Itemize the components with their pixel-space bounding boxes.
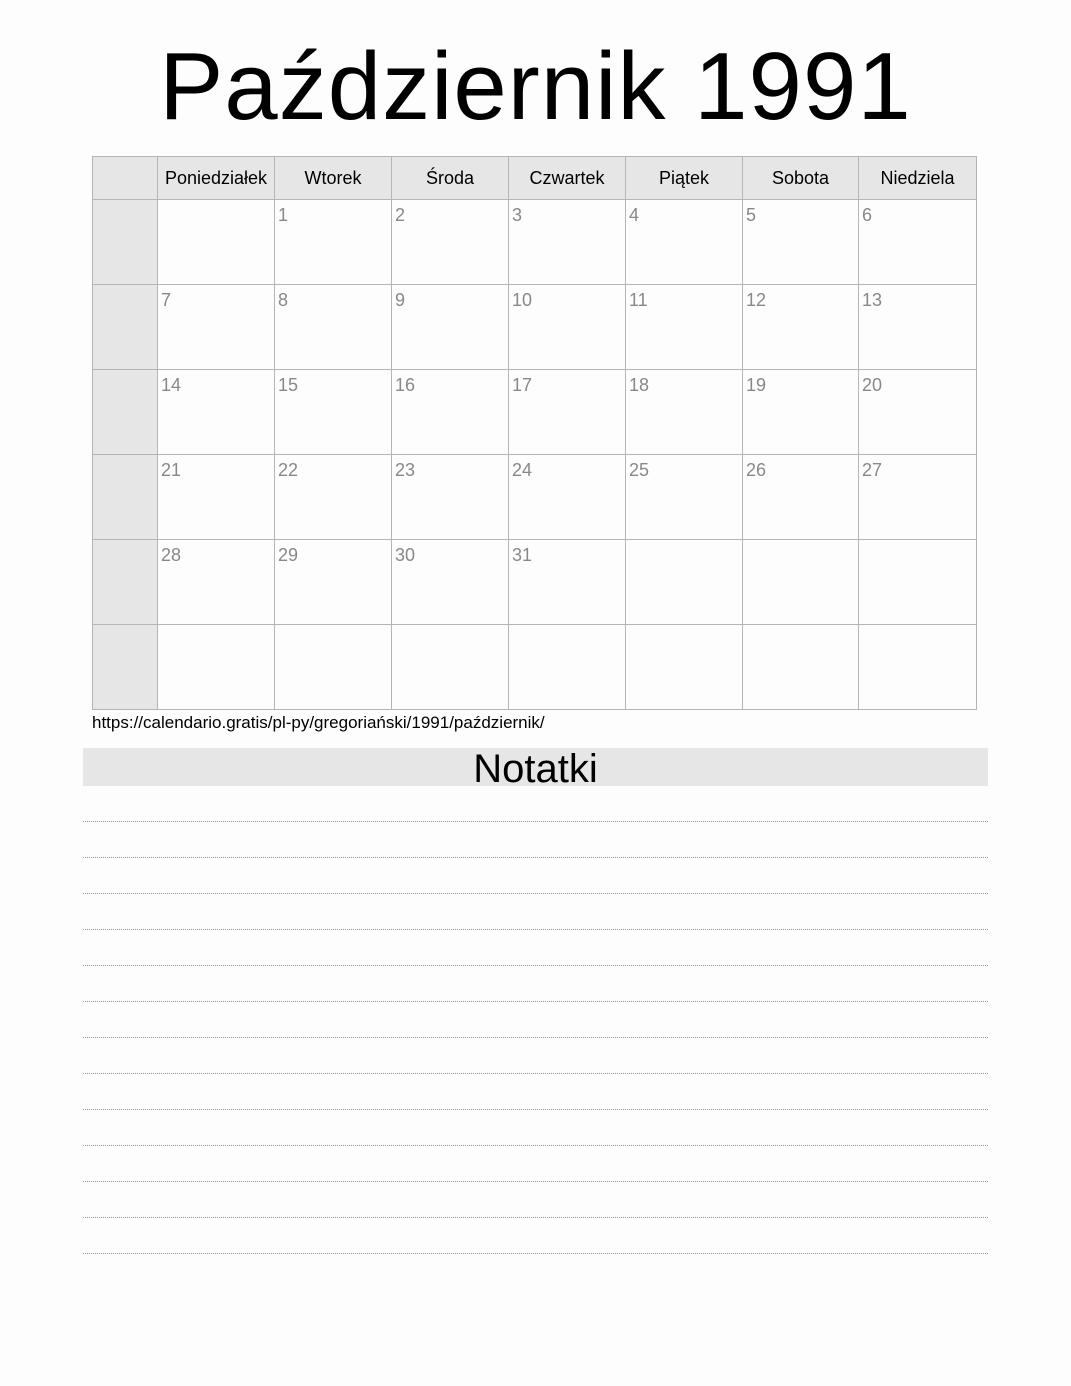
day-cell <box>626 625 743 710</box>
day-cell <box>509 455 626 540</box>
day-number: 18 <box>629 375 650 395</box>
day-cell <box>859 625 977 710</box>
day-number: 20 <box>862 375 883 395</box>
weekday-header: Sobota <box>743 157 859 200</box>
week-row <box>93 200 977 285</box>
day-number: 9 <box>395 290 406 310</box>
note-line <box>83 1110 988 1146</box>
day-number: 5 <box>746 205 757 225</box>
note-line <box>83 786 988 822</box>
day-cell <box>392 370 509 455</box>
week-side-cell <box>93 285 158 370</box>
note-line <box>83 966 988 1002</box>
weekday-header: Wtorek <box>275 157 392 200</box>
day-number: 4 <box>629 205 640 225</box>
week-row <box>93 540 977 625</box>
day-cell <box>392 285 509 370</box>
day-cell <box>626 540 743 625</box>
day-number: 14 <box>161 375 182 395</box>
day-number <box>626 540 742 545</box>
notes-heading: Notatki <box>83 748 988 786</box>
day-number: 24 <box>512 460 533 480</box>
day-number: 13 <box>862 290 883 310</box>
day-cell <box>859 540 977 625</box>
day-number <box>859 625 976 630</box>
source-url: https://calendario.gratis/pl-py/gregoriański/1991/październik/ <box>92 713 545 732</box>
day-cell <box>859 285 977 370</box>
day-number <box>509 625 625 630</box>
day-cell <box>158 370 275 455</box>
week-row <box>93 625 977 710</box>
day-cell <box>158 540 275 625</box>
week-row <box>93 370 977 455</box>
day-cell <box>743 540 859 625</box>
day-number: 22 <box>278 460 299 480</box>
day-cell <box>509 285 626 370</box>
note-line <box>83 1038 988 1074</box>
day-cell <box>392 625 509 710</box>
day-number: 21 <box>161 460 182 480</box>
day-number: 23 <box>395 460 416 480</box>
day-number <box>392 625 508 630</box>
note-line <box>83 858 988 894</box>
day-cell <box>275 540 392 625</box>
note-line <box>83 1146 988 1182</box>
day-number: 19 <box>746 375 767 395</box>
day-cell <box>158 200 275 285</box>
note-line <box>83 1182 988 1218</box>
day-number: 1 <box>278 205 289 225</box>
day-cell <box>626 200 743 285</box>
day-cell <box>743 200 859 285</box>
day-number: 6 <box>862 205 873 225</box>
day-cell <box>509 200 626 285</box>
note-line <box>83 930 988 966</box>
week-side-cell <box>93 540 158 625</box>
day-cell <box>275 625 392 710</box>
day-number: 7 <box>161 290 172 310</box>
weekday-header: Piątek <box>626 157 743 200</box>
day-cell <box>158 625 275 710</box>
week-row <box>93 455 977 540</box>
day-cell <box>275 370 392 455</box>
day-number <box>743 540 858 545</box>
day-number <box>158 625 274 630</box>
day-cell <box>743 285 859 370</box>
day-cell <box>743 625 859 710</box>
note-line <box>83 1074 988 1110</box>
weekday-header: Czwartek <box>509 157 626 200</box>
header-corner-cell <box>93 157 158 200</box>
day-cell <box>743 370 859 455</box>
day-cell <box>275 200 392 285</box>
day-cell <box>859 370 977 455</box>
day-cell <box>859 200 977 285</box>
day-number: 29 <box>278 545 299 565</box>
day-cell <box>275 455 392 540</box>
day-number: 25 <box>629 460 650 480</box>
day-cell <box>626 285 743 370</box>
day-cell <box>509 370 626 455</box>
day-cell <box>392 455 509 540</box>
day-cell <box>626 370 743 455</box>
day-cell <box>275 285 392 370</box>
week-side-cell <box>93 455 158 540</box>
day-cell <box>626 455 743 540</box>
day-cell <box>743 455 859 540</box>
day-number: 10 <box>512 290 533 310</box>
day-number: 28 <box>161 545 182 565</box>
day-number: 31 <box>512 545 533 565</box>
day-number: 12 <box>746 290 767 310</box>
day-number: 2 <box>395 205 406 225</box>
day-number: 16 <box>395 375 416 395</box>
day-cell <box>158 285 275 370</box>
day-cell <box>509 540 626 625</box>
week-side-cell <box>93 370 158 455</box>
day-number <box>626 625 742 630</box>
calendar-grid <box>92 156 977 710</box>
note-line <box>83 894 988 930</box>
weekday-header: Poniedziałek <box>158 157 275 200</box>
day-number: 3 <box>512 205 523 225</box>
note-line <box>83 822 988 858</box>
day-number <box>275 625 391 630</box>
notes-lines <box>83 786 988 1254</box>
day-number: 26 <box>746 460 767 480</box>
day-number: 17 <box>512 375 533 395</box>
day-number <box>158 200 274 205</box>
weekday-header: Środa <box>392 157 509 200</box>
note-line <box>83 1002 988 1038</box>
day-number: 15 <box>278 375 299 395</box>
day-number: 8 <box>278 290 289 310</box>
day-number: 30 <box>395 545 416 565</box>
day-number: 11 <box>629 290 648 310</box>
day-number <box>743 625 858 630</box>
day-cell <box>392 540 509 625</box>
note-line <box>83 1218 988 1254</box>
day-number <box>859 540 976 545</box>
page-title: Październik 1991 <box>159 33 912 140</box>
day-cell <box>509 625 626 710</box>
day-cell <box>392 200 509 285</box>
week-row <box>93 285 977 370</box>
week-side-cell <box>93 200 158 285</box>
day-cell <box>158 455 275 540</box>
day-number: 27 <box>862 460 883 480</box>
day-cell <box>859 455 977 540</box>
week-side-cell <box>93 625 158 710</box>
weekday-header: Niedziela <box>859 157 977 200</box>
weekday-header-row <box>93 157 977 200</box>
